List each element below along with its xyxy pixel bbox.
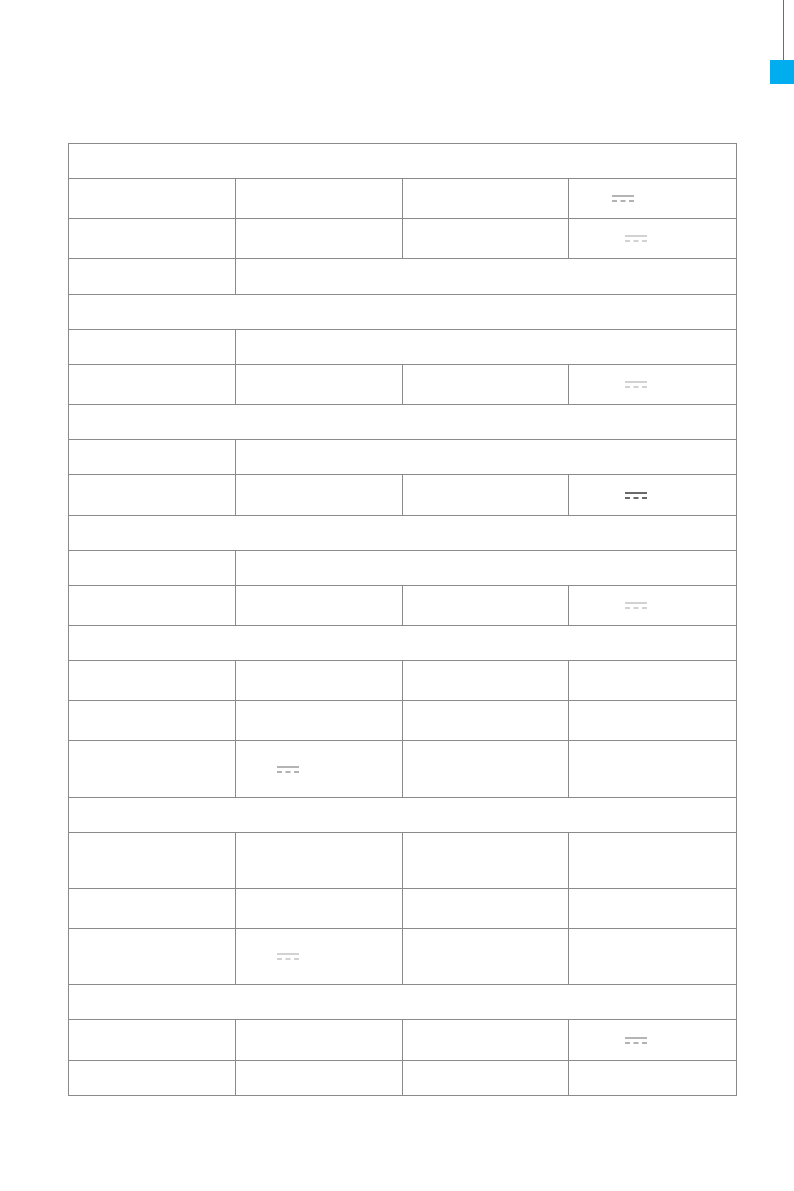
label-cell (69, 365, 236, 405)
table-row (69, 144, 737, 179)
label-cell (69, 661, 236, 701)
label-cell (69, 440, 236, 475)
value-cell (403, 889, 569, 929)
specifications-table-body (69, 144, 737, 1096)
value-cell (403, 701, 569, 741)
dc-current-icon (624, 602, 648, 610)
value-cell (569, 833, 737, 889)
table-row (69, 889, 737, 929)
value-cell (236, 661, 403, 701)
value-cell (569, 219, 737, 259)
section-heading-cell (69, 405, 737, 440)
table-row (69, 259, 737, 295)
value-cell (569, 889, 737, 929)
value-cell (236, 741, 403, 798)
table-row (69, 551, 737, 586)
table-row (69, 1020, 737, 1061)
label-cell (69, 259, 236, 295)
value-cell (569, 701, 737, 741)
table-row (69, 929, 737, 985)
value-cell (236, 1061, 403, 1096)
label-cell (69, 889, 236, 929)
table-row (69, 516, 737, 551)
label-cell (69, 179, 236, 219)
value-cell (403, 219, 569, 259)
value-cell (236, 219, 403, 259)
table-row (69, 798, 737, 833)
value-cell (236, 365, 403, 405)
value-cell (403, 929, 569, 985)
label-cell (69, 586, 236, 626)
table-row (69, 833, 737, 889)
value-cell (236, 929, 403, 985)
value-cell (236, 701, 403, 741)
value-cell (403, 475, 569, 516)
dc-current-icon (624, 381, 648, 389)
table-row (69, 179, 737, 219)
value-cell (403, 586, 569, 626)
section-heading-cell (69, 985, 737, 1020)
value-cell (569, 475, 737, 516)
table-row (69, 475, 737, 516)
value-cell (236, 586, 403, 626)
dc-current-icon (611, 195, 635, 203)
table-row (69, 219, 737, 259)
value-cell (236, 551, 737, 586)
value-cell (236, 475, 403, 516)
table-row (69, 661, 737, 701)
value-cell (236, 330, 737, 365)
table-row (69, 365, 737, 405)
label-cell (69, 551, 236, 586)
specifications-table (68, 143, 737, 1096)
table-row (69, 626, 737, 661)
value-cell (236, 833, 403, 889)
table-row (69, 741, 737, 798)
label-cell (69, 1061, 236, 1096)
label-cell (69, 219, 236, 259)
value-cell (569, 586, 737, 626)
label-cell (69, 929, 236, 985)
label-cell (69, 833, 236, 889)
value-cell (403, 179, 569, 219)
page-tab-marker (770, 60, 794, 84)
label-cell (69, 475, 236, 516)
dc-current-icon (276, 766, 300, 774)
table-row (69, 295, 737, 330)
value-cell (569, 1061, 737, 1096)
section-heading-cell (69, 626, 737, 661)
value-cell (403, 365, 569, 405)
label-cell (69, 1020, 236, 1061)
dc-current-icon (276, 953, 300, 961)
value-cell (236, 179, 403, 219)
value-cell (403, 1020, 569, 1061)
section-heading-cell (69, 295, 737, 330)
section-heading-cell (69, 516, 737, 551)
value-cell (236, 889, 403, 929)
section-heading-cell (69, 144, 737, 179)
dc-current-icon (624, 1037, 648, 1045)
margin-line (783, 0, 784, 66)
value-cell (569, 365, 737, 405)
value-cell (569, 179, 737, 219)
value-cell (569, 661, 737, 701)
dc-current-icon (624, 492, 648, 500)
value-cell (403, 1061, 569, 1096)
table-row (69, 701, 737, 741)
table-row (69, 405, 737, 440)
value-cell (236, 259, 737, 295)
value-cell (236, 440, 737, 475)
label-cell (69, 330, 236, 365)
table-row (69, 330, 737, 365)
value-cell (403, 833, 569, 889)
label-cell (69, 701, 236, 741)
value-cell (569, 929, 737, 985)
value-cell (236, 1020, 403, 1061)
dc-current-icon (624, 235, 648, 243)
value-cell (403, 661, 569, 701)
value-cell (569, 741, 737, 798)
table-row (69, 440, 737, 475)
table-row (69, 1061, 737, 1096)
value-cell (569, 1020, 737, 1061)
value-cell (403, 741, 569, 798)
table-row (69, 985, 737, 1020)
label-cell (69, 741, 236, 798)
section-heading-cell (69, 798, 737, 833)
table-row (69, 586, 737, 626)
